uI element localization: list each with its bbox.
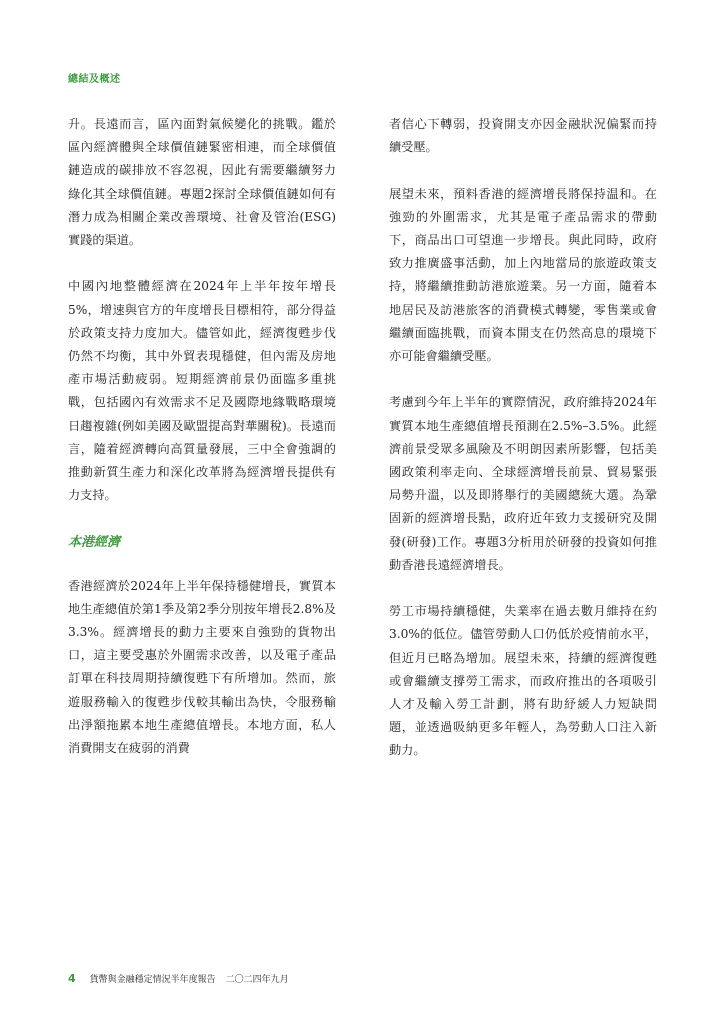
left-column	[68, 113, 336, 783]
page-footer	[68, 972, 289, 985]
paragraph: 考慮到今年上半年的實際情況，政府維持2024年實質本地生產總值增長預測在2.5%–3.5%。此經濟前景受眾多風險及不明朗因素所影響，包括美國政策利率走向、全球經濟增長前景、貿易緊張局勢升溫，以及即將舉行的美國總統大選。為鞏固新的經濟增長點，政府近年致力支援研究及開發(研發)工作。專題3分析用於研發的投資如何推動香港長遠經濟增長。	[389, 395, 657, 572]
paragraph: 者信心下轉弱，投資開支亦因金融狀況偏緊而持續受壓。	[389, 117, 657, 155]
paragraph: 勞工市場持續穩健，失業率在過去數月維持在約3.0%的低位。儘管勞動人口仍低於疫情前水平，但近月已略為增加。展望未來，持續的經濟復甦或會繼續支撐勞工需求，而政府推出的各項吸引人才及輸入勞工計劃，將有助紓緩人力短缺問題，並透過吸納更多年輕人，為勞動人口注入新動力。	[389, 604, 657, 758]
paragraph: 香港經濟於2024年上半年保持穩健增長，實質本地生產總值於第1季及第2季分別按年增長2.8%及3.3%。經濟增長的動力主要來自強勁的貨物出口，這主要受惠於外圍需求改善，以及電子產品訂單在科技周期持續復甦下有所增加。然而，旅遊服務輸入的復甦步伐較其輸出為快，令服務輸出淨額拖累本地生產總值增長。本地方面，私人消費開支在疲弱的消費	[68, 578, 336, 756]
paragraph: 展望未來，預料香港的經濟增長將保持温和。在強勁的外圍需求，尤其是電子產品需求的帶動下，商品出口可望進一步增長。與此同時，政府致力推廣盛事活動，加上內地當局的旅遊政策支持，將繼續推動訪港旅遊業。另一方面，隨着本地居民及訪港旅客的消費模式轉變，零售業或會繼續面臨挑戰，而資本開支在仍然高息的環境下亦可能會繼續受壓。	[389, 186, 657, 364]
paragraph: 中國內地整體經濟在2024年上半年按年增長5%，增速與官方的年度增長目標相符，部分得益於政策支持力度加大。儘管如此，經濟復甦步伐仍然不均衡，其中外貿表現穩健，但內需及房地產市場活動疲弱。短期經濟前景仍面臨多重挑戰，包括國內有效需求不足及國際地緣戰略環境日趨複雜(例如美國及歐盟提高對華關稅)。長遠而言，隨着經濟轉向高質量發展，三中全會強調的推動新質生產力和深化改革將為經濟增長提供有力支持。	[68, 279, 336, 503]
publication-date: 二〇二四年九月	[225, 975, 289, 985]
right-column	[389, 113, 657, 786]
publication-title: 貨幣與金融穩定情況半年度報告	[89, 975, 216, 985]
section-label: 總結及概述	[68, 74, 121, 85]
paragraph: 升。長遠而言，區內面對氣候變化的挑戰。鑑於區內經濟體與全球價值鏈緊密相連，而全球價值鏈造成的碳排放不容忽視，因此有需要繼續努力綠化其全球價值鏈。專題2探討全球價值鏈如何有潛力成為相關企業改善環境、社會及管治(ESG)實踐的渠道。	[68, 117, 336, 248]
page-number: 4	[68, 972, 76, 985]
section-subheading: 本港經濟	[68, 534, 121, 550]
